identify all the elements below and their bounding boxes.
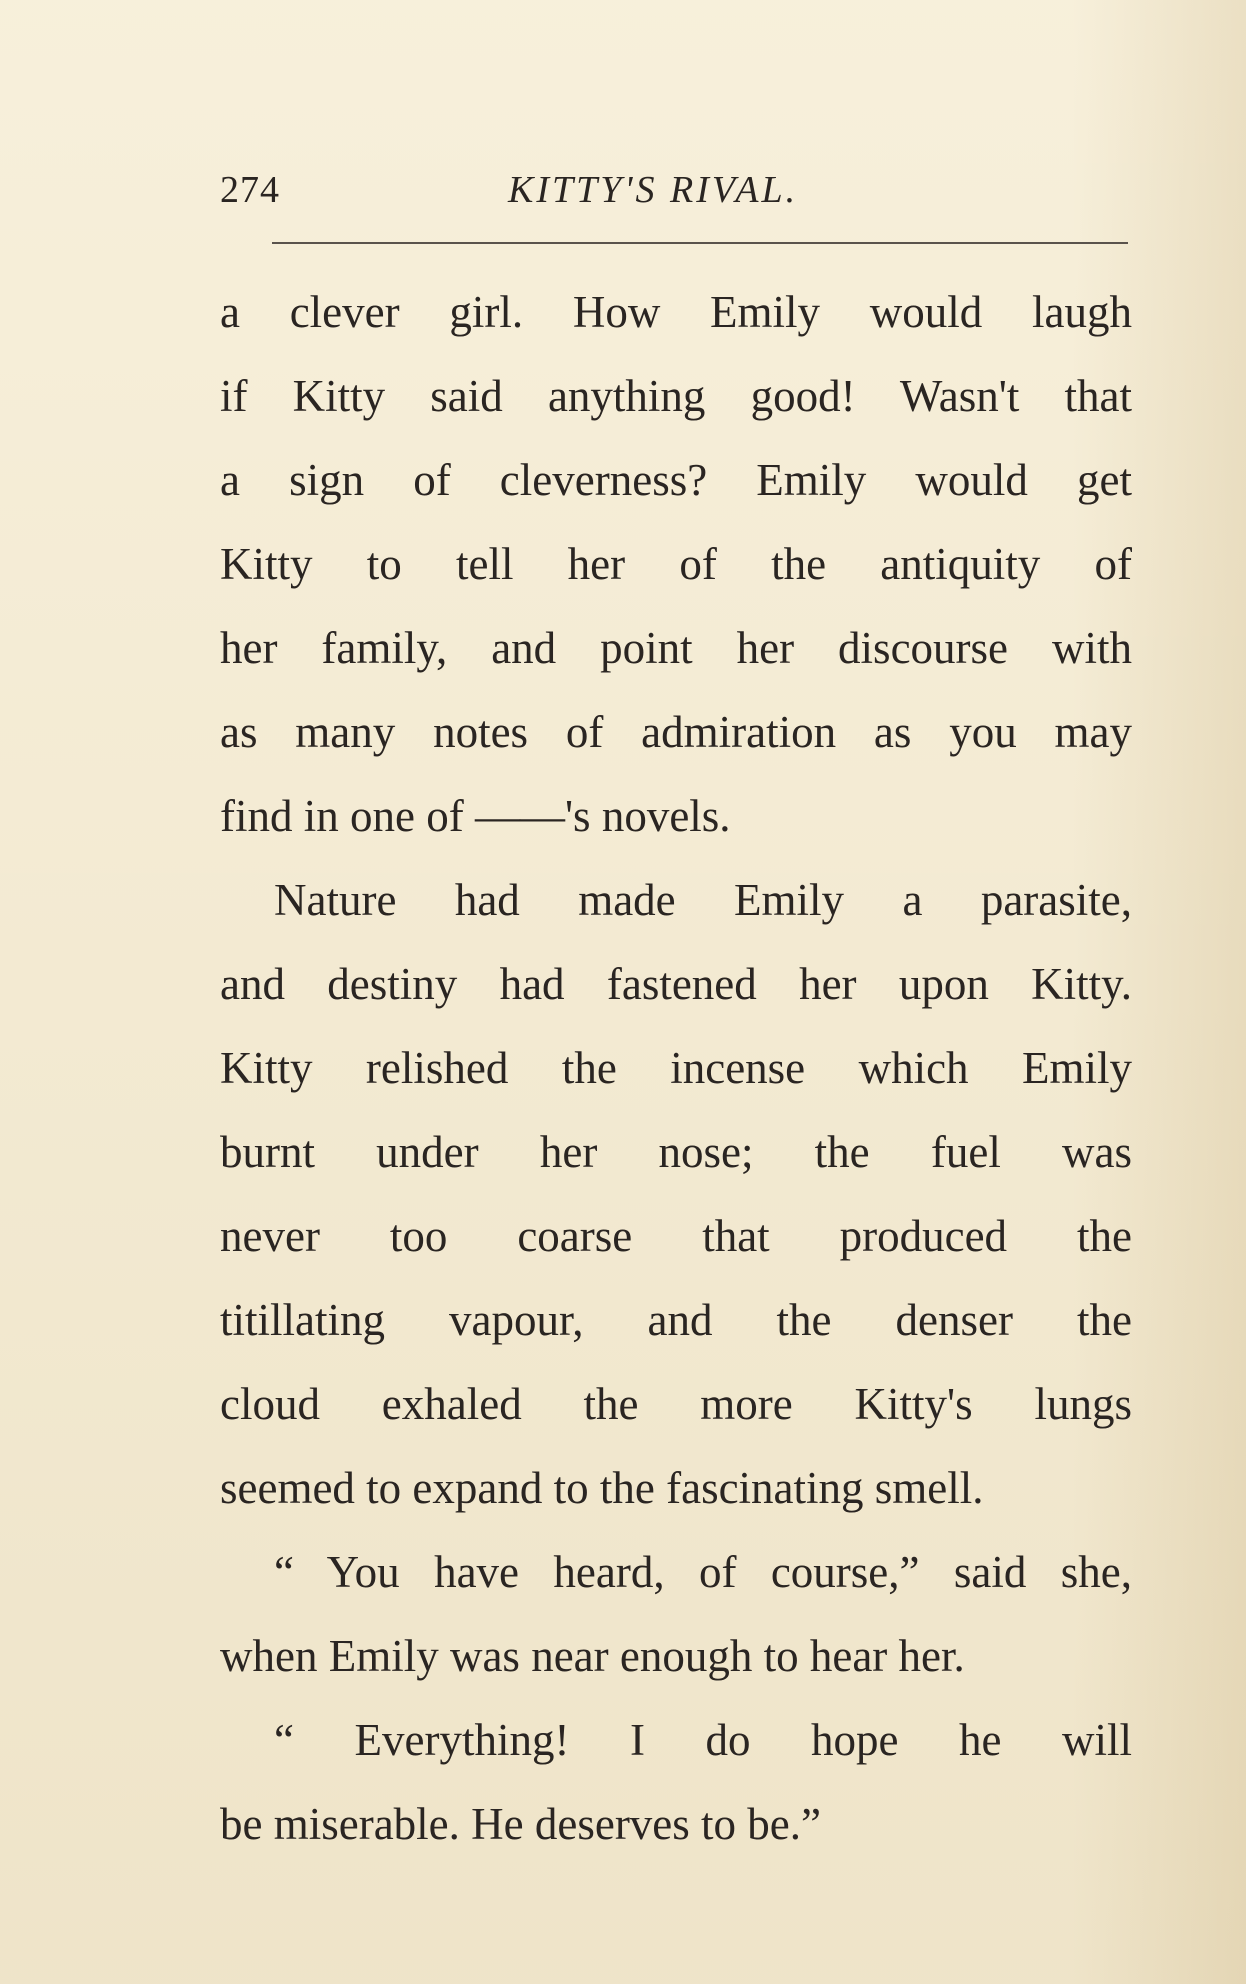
- text-line: as many notes of admiration as you may: [220, 707, 1132, 757]
- text-line: seemed to expand to the fascinating smell.: [220, 1463, 984, 1513]
- text-line: cloud exhaled the more Kitty's lungs: [220, 1379, 1132, 1429]
- text-line: her family, and point her discourse with: [220, 623, 1132, 673]
- header-rule: [272, 242, 1128, 244]
- text-line: if Kitty said anything good! Wasn't that: [220, 371, 1132, 421]
- text-line: burnt under her nose; the fuel was: [220, 1127, 1132, 1177]
- page-number: 274: [220, 169, 280, 211]
- running-title: KITTY'S RIVAL.: [508, 169, 799, 211]
- text-line: when Emily was near enough to hear her.: [220, 1631, 965, 1681]
- running-head: [220, 160, 1132, 220]
- text-line: Kitty to tell her of the antiquity of: [220, 539, 1132, 589]
- text-line: be miserable. He deserves to be.”: [220, 1799, 821, 1849]
- text-line: Nature had made Emily a parasite,: [274, 875, 1132, 925]
- text-line: never too coarse that produced the: [220, 1211, 1132, 1261]
- text-line: and destiny had fastened her upon Kitty.: [220, 959, 1132, 1009]
- text-line: Kitty relished the incense which Emily: [220, 1043, 1132, 1093]
- text-line: titillating vapour, and the denser the: [220, 1295, 1132, 1345]
- text-line: a sign of cleverness? Emily would get: [220, 455, 1132, 505]
- text-line: “ Everything! I do hope he will: [274, 1715, 1132, 1765]
- text-line: “ You have heard, of course,” said she,: [274, 1547, 1132, 1597]
- text-line: find in one of ——'s novels.: [220, 791, 731, 841]
- body-text: [220, 270, 1132, 1866]
- text-line: a clever girl. How Emily would laugh: [220, 287, 1132, 337]
